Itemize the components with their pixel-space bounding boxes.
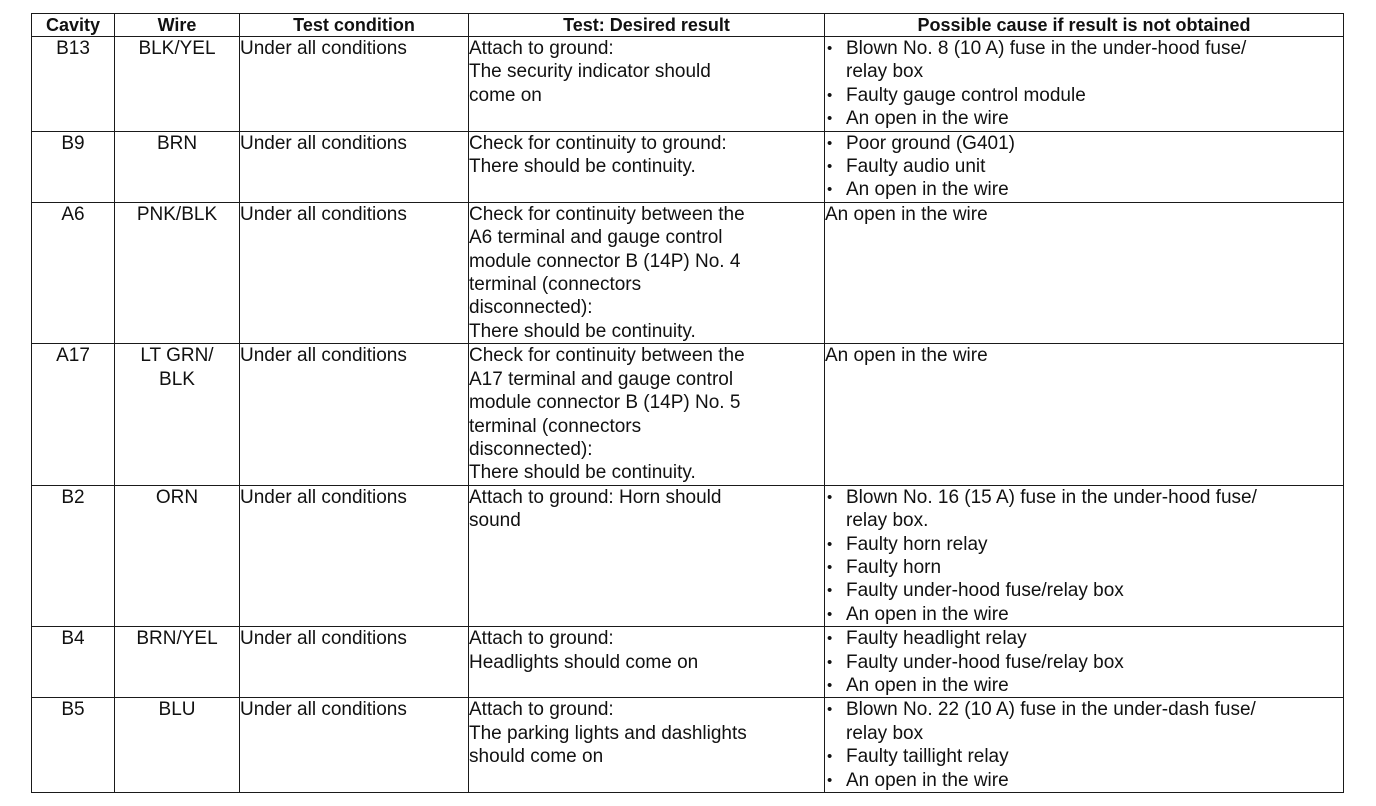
cavity-cell: B13: [32, 37, 115, 132]
cause-list-item: [825, 745, 1343, 768]
wire-line: ORN: [155, 486, 199, 508]
bullet-icon: •: [827, 488, 833, 506]
cause-list-item: [825, 603, 1343, 626]
desired-result-cell: [469, 131, 825, 202]
wire-cell: [115, 698, 240, 793]
bullet-icon: •: [827, 771, 833, 789]
cause-text: An open in the wire: [825, 203, 988, 225]
wire-line: BRN: [156, 132, 198, 154]
desired-result-line: disconnected):: [469, 297, 593, 319]
cause-text: Faulty under-hood fuse/relay box: [846, 580, 1124, 602]
header-test-condition: Test condition: [240, 14, 469, 37]
cause-list-item: [825, 107, 1343, 130]
cavity-cell: B5: [32, 698, 115, 793]
desired-result-line: module connector B (14P) No. 4: [469, 250, 741, 272]
cause-list-item: [825, 698, 1343, 745]
wire-cell: [115, 202, 240, 343]
cause-text: Blown No. 16 (15 A) fuse in the under-hood fuse/: [846, 486, 1257, 508]
bullet-icon: •: [827, 582, 833, 600]
bullet-icon: •: [827, 605, 833, 623]
cause-list-item: [825, 627, 1343, 650]
possible-cause-cell: [825, 344, 1344, 485]
cause-list: [825, 698, 1343, 792]
cause-list-item: [825, 769, 1343, 792]
cause-list-item: [825, 674, 1343, 697]
possible-cause-cell: [825, 627, 1344, 698]
desired-result-line: Attach to ground:: [469, 628, 614, 650]
cavity-cell: A6: [32, 202, 115, 343]
table-row: [32, 627, 1344, 698]
bullet-icon: •: [827, 134, 833, 152]
cause-list-item: [825, 486, 1343, 533]
wire-cell: [115, 131, 240, 202]
bullet-icon: •: [827, 110, 833, 128]
desired-result-cell: [469, 698, 825, 793]
header-desired-result: Test: Desired result: [469, 14, 825, 37]
test-condition-cell: Under all conditions: [240, 485, 469, 626]
diagnostic-table: [31, 13, 1344, 793]
bullet-icon: •: [827, 86, 833, 104]
test-condition-cell: Under all conditions: [240, 131, 469, 202]
wire-cell: [115, 485, 240, 626]
bullet-icon: •: [827, 630, 833, 648]
header-possible-cause: Possible cause if result is not obtained: [825, 14, 1344, 37]
wire-line: PNK/BLK: [136, 203, 218, 225]
test-condition-cell: Under all conditions: [240, 202, 469, 343]
desired-result-line: Attach to ground: Horn should: [469, 486, 722, 508]
wire-cell: [115, 627, 240, 698]
cause-text: Faulty headlight relay: [846, 628, 1027, 650]
desired-result-cell: [469, 344, 825, 485]
cause-list-item: [825, 84, 1343, 107]
cause-list-item: [825, 533, 1343, 556]
desired-result-line: The parking lights and dashlights: [469, 722, 747, 744]
cause-text: An open in the wire: [846, 674, 1009, 696]
cause-text: Faulty horn relay: [846, 533, 988, 555]
cause-list-item: [825, 155, 1343, 178]
header-wire: Wire: [115, 14, 240, 37]
desired-result-line: disconnected):: [469, 438, 593, 460]
possible-cause-cell: [825, 131, 1344, 202]
cause-text: An open in the wire: [846, 769, 1009, 791]
possible-cause-cell: [825, 202, 1344, 343]
desired-result-line: Check for continuity to ground:: [469, 132, 727, 154]
table-row: [32, 202, 1344, 343]
possible-cause-cell: [825, 37, 1344, 132]
bullet-icon: •: [827, 40, 833, 57]
desired-result-line: The security indicator should: [469, 61, 711, 83]
cause-text: Faulty horn: [846, 556, 942, 578]
cause-text: Faulty taillight relay: [846, 746, 1009, 768]
cause-text: Blown No. 8 (10 A) fuse in the under-hood fuse/: [846, 38, 1247, 59]
wire-line: BLK: [159, 368, 195, 390]
bullet-icon: •: [827, 701, 833, 719]
cause-text: An open in the wire: [846, 108, 1009, 130]
test-condition-cell: Under all conditions: [240, 37, 469, 132]
cavity-cell: B4: [32, 627, 115, 698]
cause-list: [825, 627, 1343, 697]
cause-list-item: [825, 579, 1343, 602]
cause-text: relay box: [846, 61, 924, 83]
wire-cell: [115, 344, 240, 485]
desired-result-line: should come on: [469, 746, 604, 768]
wire-line: LT GRN/: [140, 345, 214, 367]
desired-result-line: A6 terminal and gauge control: [469, 227, 723, 249]
desired-result-line: sound: [469, 510, 521, 532]
test-condition-cell: Under all conditions: [240, 627, 469, 698]
cause-text: Blown No. 22 (10 A) fuse in the under-dash fuse/: [846, 699, 1256, 721]
desired-result-line: Check for continuity between the: [469, 345, 745, 367]
cause-text: Faulty gauge control module: [846, 84, 1086, 106]
cause-text: An open in the wire: [825, 345, 988, 367]
table-body: [32, 37, 1344, 793]
bullet-icon: •: [827, 158, 833, 176]
desired-result-cell: [469, 202, 825, 343]
desired-result-cell: [469, 485, 825, 626]
bullet-icon: •: [827, 558, 833, 576]
cause-text: Faulty audio unit: [846, 156, 986, 178]
desired-result-line: terminal (connectors: [469, 415, 642, 437]
desired-result-line: There should be continuity.: [469, 462, 696, 484]
header-row: [32, 14, 1344, 37]
cause-list: [825, 37, 1343, 131]
cause-list: [825, 486, 1343, 626]
desired-result-line: There should be continuity.: [469, 320, 696, 342]
test-condition-cell: Under all conditions: [240, 344, 469, 485]
desired-result-cell: [469, 627, 825, 698]
desired-result-cell: [469, 37, 825, 132]
table-row: [32, 485, 1344, 626]
desired-result-line: Attach to ground:: [469, 38, 614, 59]
bullet-icon: •: [827, 676, 833, 694]
desired-result-line: Check for continuity between the: [469, 203, 745, 225]
bullet-icon: •: [827, 535, 833, 553]
wire-cell: [115, 37, 240, 132]
header-cavity: Cavity: [32, 14, 115, 37]
desired-result-line: come on: [469, 84, 542, 106]
cause-text: relay box.: [846, 510, 929, 532]
cause-list-item: [825, 651, 1343, 674]
desired-result-line: module connector B (14P) No. 5: [469, 392, 741, 414]
desired-result-line: Attach to ground:: [469, 699, 614, 721]
wire-line: BLU: [158, 699, 196, 721]
table-row: [32, 698, 1344, 793]
table-row: [32, 344, 1344, 485]
cause-text: Poor ground (G401): [846, 132, 1015, 154]
cavity-cell: B9: [32, 131, 115, 202]
bullet-icon: •: [827, 748, 833, 766]
wire-line: BRN/YEL: [136, 628, 218, 650]
cavity-cell: A17: [32, 344, 115, 485]
desired-result-line: There should be continuity.: [469, 156, 696, 178]
desired-result-line: Headlights should come on: [469, 651, 699, 673]
table-row: [32, 131, 1344, 202]
cause-list-item: [825, 132, 1343, 155]
possible-cause-cell: [825, 485, 1344, 626]
cause-list-item: [825, 178, 1343, 201]
bullet-icon: •: [827, 181, 833, 199]
bullet-icon: •: [827, 653, 833, 671]
cause-list-item: [825, 37, 1343, 84]
desired-result-line: terminal (connectors: [469, 274, 642, 296]
desired-result-line: A17 terminal and gauge control: [469, 368, 734, 390]
cause-list: [825, 132, 1343, 202]
cavity-cell: B2: [32, 485, 115, 626]
cause-text: An open in the wire: [846, 603, 1009, 625]
table-row: [32, 37, 1344, 132]
cause-text: Faulty under-hood fuse/relay box: [846, 651, 1124, 673]
test-condition-cell: Under all conditions: [240, 698, 469, 793]
cause-text: relay box: [846, 722, 924, 744]
wire-line: BLK/YEL: [138, 38, 216, 59]
cause-list-item: [825, 556, 1343, 579]
possible-cause-cell: [825, 698, 1344, 793]
cause-text: An open in the wire: [846, 179, 1009, 201]
